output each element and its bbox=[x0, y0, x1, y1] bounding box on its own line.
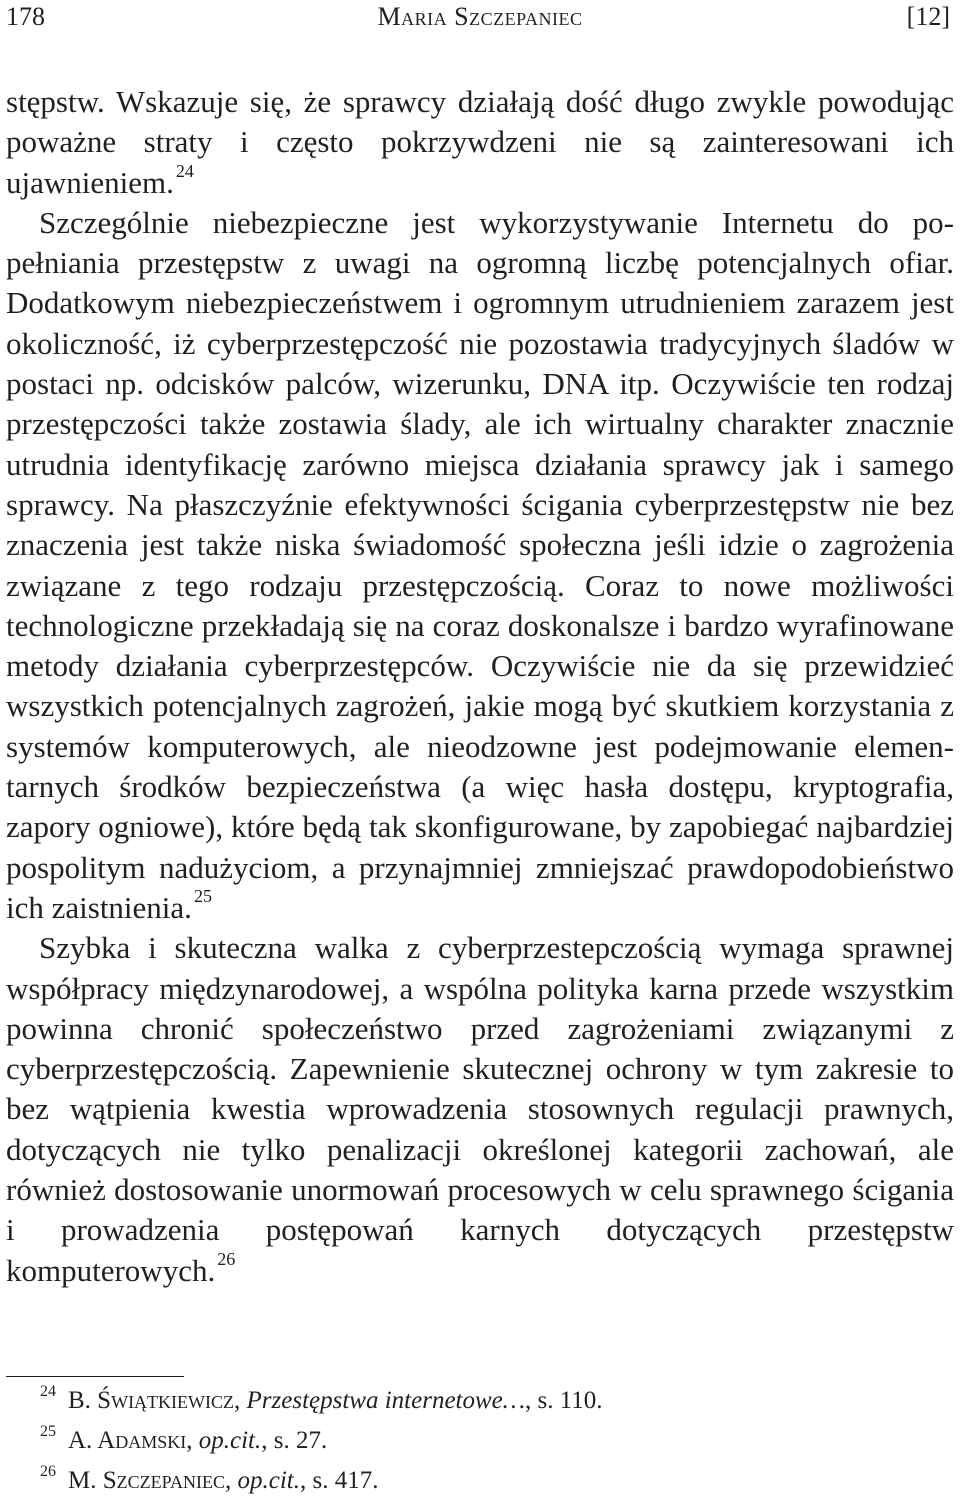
footnote bbox=[6, 1421, 954, 1461]
running-header-author: Maria Szczepaniec bbox=[377, 2, 583, 31]
footnote-number: 24 bbox=[40, 1383, 56, 1400]
paragraph-2-text: Szczególnie niebezpieczne jest wykorzystywanie Internetu do popełniania przestępstw z uwagi na ogromną liczbę potencjalnych ofiar. Dodatkowym niebezpieczeństwem i ogromnym utrudnieniem zarazem jest okoliczność, iż cyberprzestępczość nie pozostawia tradycyjnych śladów w postaci np. odcisków palców, wizerunku, DNA itp. Oczywiście ten rodzaj przestępczości także zostawia ślady, ale ich wirtualny charakter znacznie utrudnia identyfikację zarówno miejsca działania sprawcy jak i samego sprawcy. Na płaszczyźnie efektywności ścigania cyberprzestępstw nie bez znaczenia jest także niska świadomość społeczna jeśli idzie o zagrożenia związane z tego rodzaju przestępczością. Coraz to nowe możliwości technologiczne przekładają się na coraz doskonalsze i bardzo wyrafinowane metody działania cyberprzestępców. Oczywiście nie da się przewidzieć wszystkich potencjalnych zagrożeń, jakie mogą być skutkiem korzystania z systemów komputerowych, ale nieodzowne jest podejmowanie elementarnych środków bezpieczeństwa (a więc hasła dostępu, kryptografia, zapory ogniowe), które będą tak skonfigurowane, by zapobiegać najbardziej pospolitym nadużyciom, a przynajmniej zmniejszać prawdopodobieństwo ich zaistnienia. bbox=[6, 204, 954, 925]
footnote-tail: , s. 27. bbox=[261, 1427, 328, 1454]
paragraph-3-text: Szybka i skuteczna walka z cyberprzestepczością wymaga sprawnej współpracy międzynarodowej, a wspólna polityka karna przede wszystkim powinna chronić społeczeństwo przed zagrożeniami związanymi z cyberprzestępczością. Zapewnienie skutecznej ochrony w tym zakresie to bez wątpienia kwestia wprowadzenia stosownych regulacji prawnych, dotyczących nie tylko penalizacji określonej kategorii zachowań, ale również dostosowanie unormowań procesowych w celu sprawnego ścigania i prowadzenia postępowań karnych dotyczących przestępstw komputerowych. bbox=[6, 930, 954, 1288]
footnote-author: B. Świątkiewicz bbox=[68, 1387, 235, 1414]
body-text bbox=[6, 82, 954, 1291]
paragraph-2 bbox=[6, 203, 954, 928]
footnote bbox=[6, 1381, 954, 1421]
footnote-text bbox=[68, 1467, 378, 1495]
footnote-separator: , bbox=[234, 1387, 247, 1414]
footnote-rule bbox=[6, 1376, 184, 1377]
footnote bbox=[6, 1461, 954, 1501]
paragraph-1 bbox=[6, 82, 954, 203]
footnote-title: op.cit. bbox=[237, 1467, 300, 1494]
footnote-title: Przestępstwa internetowe… bbox=[246, 1387, 525, 1414]
chapter-marker: [12] bbox=[906, 2, 950, 31]
footnote-tail: , s. 110. bbox=[525, 1387, 603, 1414]
footnote-ref-26[interactable]: 26 bbox=[217, 1248, 236, 1269]
footnote-text bbox=[68, 1387, 603, 1415]
footnote-ref-25[interactable]: 25 bbox=[193, 885, 212, 906]
footnote-number: 26 bbox=[40, 1463, 56, 1480]
footnote-author: M. Szczepaniec bbox=[68, 1467, 225, 1494]
footnote-title: op.cit. bbox=[198, 1427, 262, 1454]
footnote-text bbox=[68, 1427, 327, 1455]
footnote-ref-24[interactable]: 24 bbox=[175, 160, 194, 181]
footnote-number: 25 bbox=[40, 1423, 56, 1440]
footnote-tail: , s. 417. bbox=[299, 1467, 379, 1494]
footnote-separator: , bbox=[186, 1427, 199, 1454]
page-number: 178 bbox=[6, 2, 45, 31]
running-header bbox=[6, 2, 954, 42]
footnote-separator: , bbox=[224, 1467, 238, 1494]
footnote-author: A. Adamski bbox=[68, 1427, 187, 1454]
footnotes bbox=[6, 1381, 954, 1501]
paragraph-3 bbox=[6, 928, 954, 1291]
paragraph-1-text: stępstw. Wskazuje się, że sprawcy działają dość długo zwykle powodując poważne straty i często pokrzywdzeni nie są zainteresowani ich ujawnieniem. bbox=[6, 84, 954, 200]
